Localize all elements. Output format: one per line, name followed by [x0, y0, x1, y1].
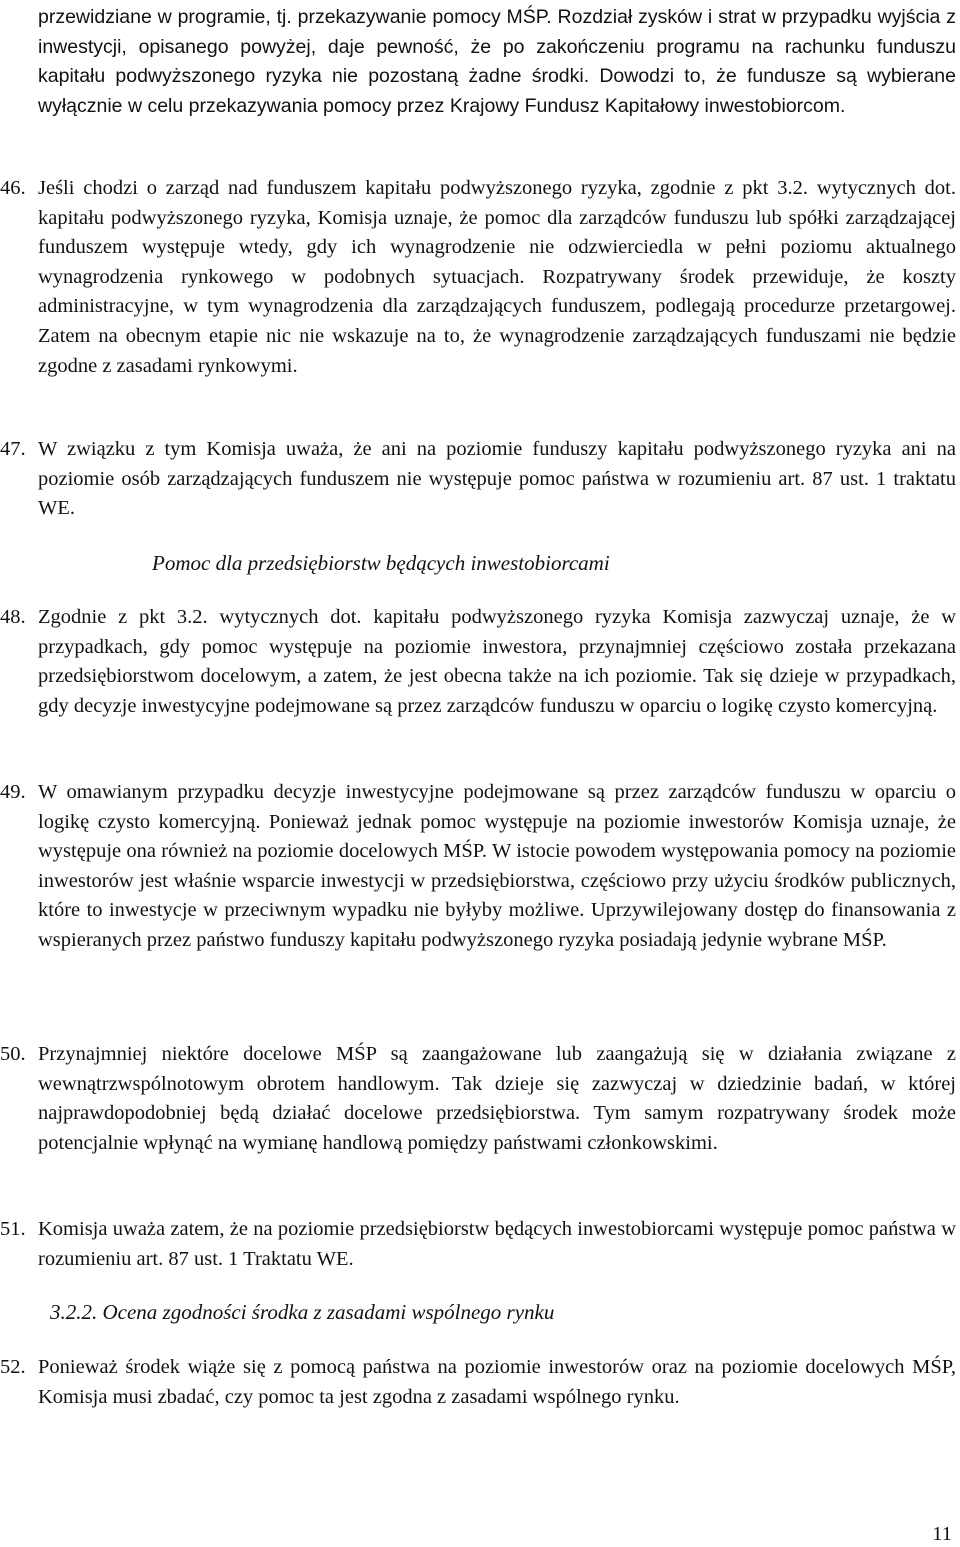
section-heading-investee-aid: Pomoc dla przedsiębiorstw będących inwestobiorcami — [152, 551, 610, 575]
paragraph-text: W związku z tym Komisja uważa, że ani na poziomie funduszy kapitału podwyższonego ryzyka ani na poziomie osób zarządzających funduszem nie występuje pomoc państwa w rozumieniu art. 87 ust. 1 traktatu WE. — [38, 438, 956, 520]
paragraph-number: 51. — [0, 1218, 26, 1240]
paragraph-number: 48. — [0, 606, 26, 628]
section-heading-compatibility: 3.2.2. Ocena zgodności środka z zasadami wspólnego rynku — [50, 1300, 555, 1324]
paragraph-51 — [0, 1215, 956, 1274]
continuation-text-sans: przewidziane w programie, tj. przekazywanie pomocy MŚP. — [38, 6, 552, 28]
continuation-text: Rozdział zysków i strat w przypadku wyjścia z inwestycji, opisanego powyżej, daje pewność, że po zakończeniu programu na rachunku funduszu kapitału podwyższonego ryzyka nie pozostaną żadne środki. Dowodzi to, że fundusze są wybierane wyłącznie w celu przekazywania pomocy przez Krajowy Fundusz Kapitałowy inwestobiorcom. — [38, 6, 956, 117]
paragraph-52 — [0, 1353, 956, 1412]
paragraph-number: 52. — [0, 1356, 26, 1378]
paragraph-46 — [0, 174, 956, 381]
paragraph-number: 50. — [0, 1043, 26, 1065]
paragraph-number: 46. — [0, 177, 26, 199]
paragraph-number: 47. — [0, 438, 26, 460]
paragraph-text: Ponieważ środek wiąże się z pomocą państwa na poziomie inwestorów oraz na poziomie docelowych MŚP, Komisja musi zbadać, czy pomoc ta jest zgodna z zasadami wspólnego rynku. — [38, 1356, 956, 1408]
paragraph-number: 49. — [0, 781, 26, 803]
paragraph-text: Zgodnie z pkt 3.2. wytycznych dot. kapitału podwyższonego ryzyka Komisja zazwyczaj uznaje, że w przypadkach, gdy pomoc występuje na poziomie inwestora, przynajmniej częściowo została przekazana przedsiębiorstwom docelowym, a zatem, że jest obecna także na ich poziomie. Tak się dzieje w przypadkach, gdy decyzje inwestycyjne podejmowane są przez zarządców funduszu w oparciu o logikę czysto komercyjną. — [38, 606, 956, 717]
page-number: 11 — [932, 1523, 952, 1545]
paragraph-text: Przynajmniej niektóre docelowe MŚP są zaangażowane lub zaangażują się w działania związane z wewnątrzwspólnotowym obrotem handlowym. Tak dzieje się zazwyczaj w dziedzinie badań, w której najprawdopodobniej będą działać docelowe przedsiębiorstwa. Tym samym rozpatrywany środek może potencjalnie wpłynąć na wymianę handlową pomiędzy państwami członkowskimi. — [38, 1043, 956, 1154]
paragraph-text: W omawianym przypadku decyzje inwestycyjne podejmowane są przez zarządców funduszu w oparciu o logikę czysto komercyjną. Ponieważ jednak pomoc występuje na poziomie inwestorów Komisja uznaje, że występuje ona również na poziomie docelowych MŚP. W istocie powodem występowania pomocy na poziomie inwestorów jest właśnie wsparcie inwestycji w przedsiębiorstwa, częściowo przy użyciu środków publicznych, które to inwestycje w przeciwnym wypadku nie byłyby możliwe. Uprzywilejowany dostęp do finansowania z wspieranych przez państwo funduszy kapitału podwyższonego ryzyka posiadają jedynie wybrane MŚP. — [38, 781, 956, 951]
paragraph-47 — [0, 435, 956, 524]
paragraph-49 — [0, 778, 956, 956]
paragraph-text: Komisja uważa zatem, że na poziomie przedsiębiorstw będących inwestobiorcami występuje pomoc państwa w rozumieniu art. 87 ust. 1 Traktatu WE. — [38, 1218, 956, 1270]
paragraph-text: Jeśli chodzi o zarząd nad funduszem kapitału podwyższonego ryzyka, zgodnie z pkt 3.2. wytycznych dot. kapitału podwyższonego ryzyka, Komisja uznaje, że pomoc dla zarządców funduszu lub spółki zarządzającej funduszem występuje wtedy, gdy ich wynagrodzenie nie odzwierciedla w pełni poziomu aktualnego wynagrodzenia rynkowego w podobnych sytuacjach. Rozpatrywany środek przewiduje, że koszty administracyjne, w tym wynagrodzenia dla zarządzających funduszem, podlegają procedurze przetargowej. Zatem na obecnym etapie nic nie wskazuje na to, że wynagrodzenie zarządzających funduszami nie będzie zgodne z zasadami rynkowymi. — [38, 177, 956, 377]
paragraph-48 — [0, 603, 956, 721]
paragraph-50 — [0, 1040, 956, 1158]
continuation-paragraph — [38, 3, 956, 121]
